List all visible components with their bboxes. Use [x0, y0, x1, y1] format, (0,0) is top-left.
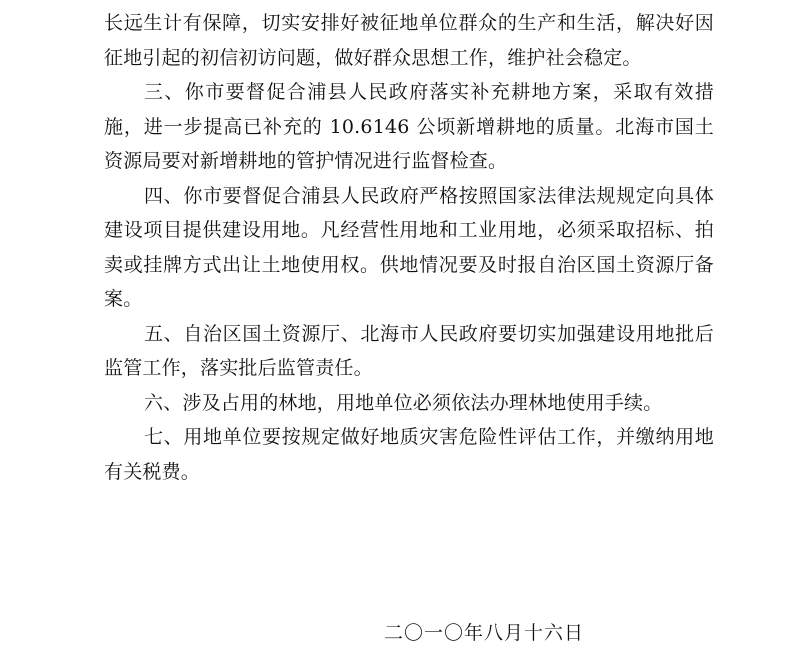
- document-body: [104, 6, 714, 489]
- document-date: 二〇一〇年八月十六日: [384, 622, 585, 644]
- paragraph-item-6: 六、涉及占用的林地，用地单位必须依法办理林地使用手续。: [144, 391, 663, 414]
- paragraph-item-7: 七、用地单位要按规定做好地质灾害危险性评估工作，并缴纳用地有关税费。: [104, 426, 714, 483]
- paragraph-item-3: 三、你市要督促合浦县人民政府落实补充耕地方案，采取有效措施，进一步提高已补充的 10.6146 公顷新增耕地的质量。北海市国土资源局要对新增耕地的管护情况进行监督检查。: [104, 81, 714, 172]
- paragraph-continuation: 长远生计有保障，切实安排好被征地单位群众的生产和生活，解决好因征地引起的初信初访问题，做好群众思想工作，维护社会稳定。: [104, 12, 714, 69]
- paragraph-item-4: 四、你市要督促合浦县人民政府严格按照国家法律法规规定向具体建设项目提供建设用地。凡经营性用地和工业用地，必须采取招标、拍卖或挂牌方式出让土地使用权。供地情况要及时报自治区国土资源厅备案。: [104, 184, 714, 310]
- paragraph-item-5: 五、自治区国土资源厅、北海市人民政府要切实加强建设用地批后监管工作，落实批后监管责任。: [104, 322, 714, 379]
